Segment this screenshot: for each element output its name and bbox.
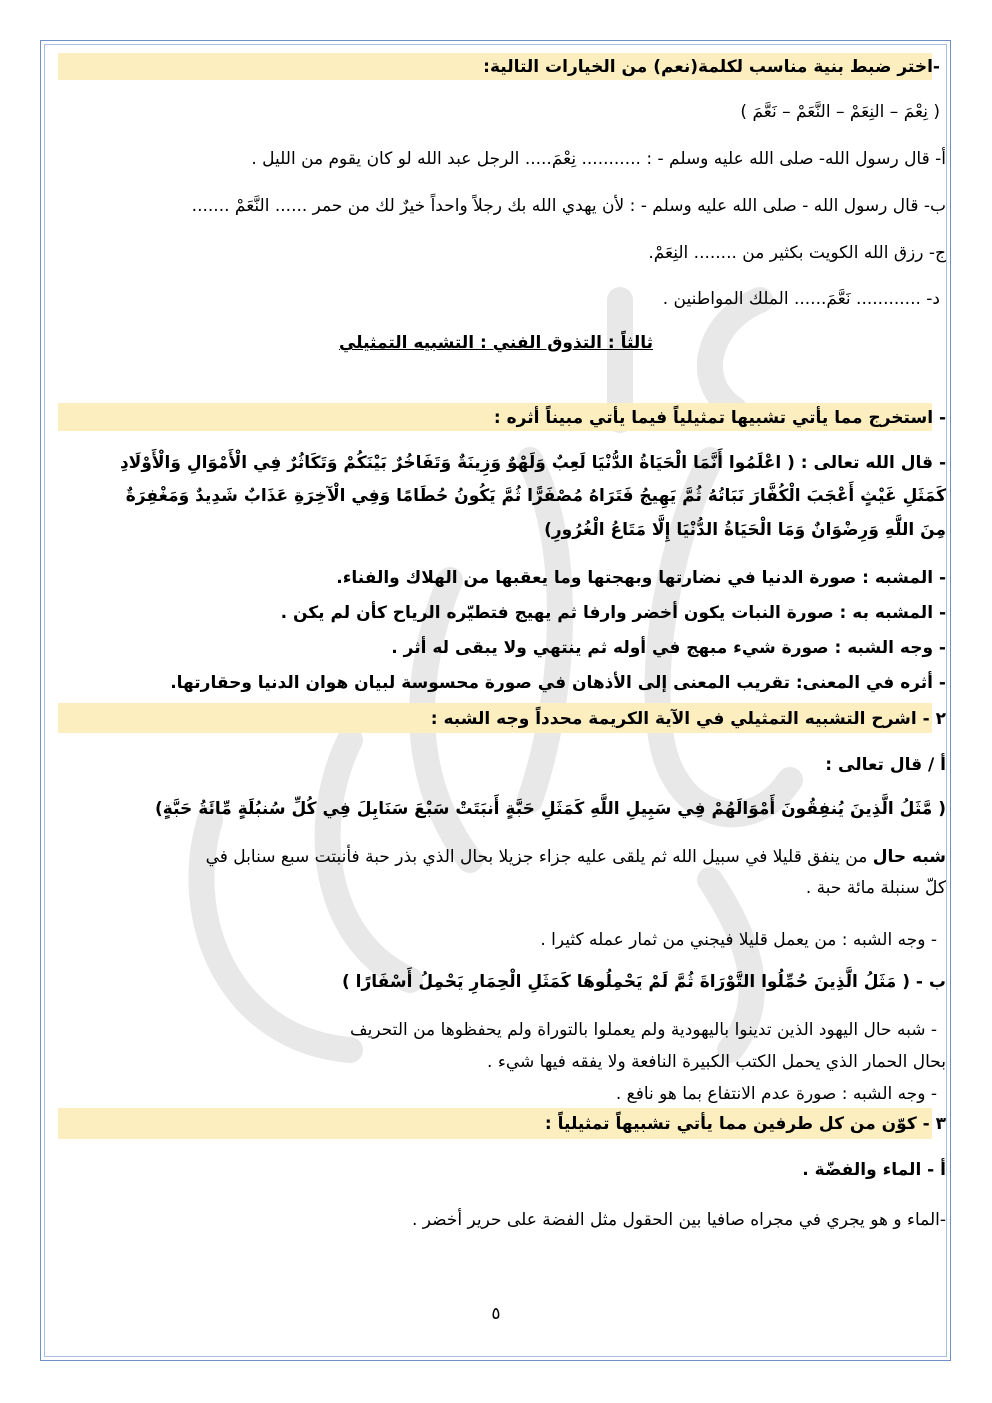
q2-bullet-mushabbah: - المشبه : صورة الدنيا في نضارتها وبهجتها وما يعقبها من الهلاك والفناء.: [336, 568, 946, 588]
q2-bullet-athar: - أثره في المعنى: تقريب المعنى إلى الأذهان في صورة محسوسة لبيان هوان الدنيا وحقارتها.: [170, 673, 946, 693]
q1-item-d: د- ............ نَعَّمَ...... الملك المواطنين .: [662, 289, 940, 309]
q3-b-explanation-line-2: بحال الحمار الذي يحمل الكتب الكبيرة النافعة ولا يفقه فيها شيء .: [487, 1052, 946, 1072]
page-number: ٥: [491, 1304, 501, 1324]
q3-b-verse: ب - ( مَثَلُ الَّذِينَ حُمِّلُوا التَّوْرَاةَ ثُمَّ لَمْ يَحْمِلُوهَا كَمَثَلِ الْحِمَارِ يَحْمِلُ أَسْفَارًا ): [341, 972, 946, 992]
q3-a-explanation-bold: شبه حال: [872, 847, 946, 867]
q2-verse-line-1: - قال الله تعالى : ( اعْلَمُوا أَنَّمَا الْحَيَاةُ الدُّنْيَا لَعِبٌ وَلَهْوٌ وَزِينَةٌ وَتَفَاخُرٌ بَيْنَكُمْ وَتَكَاثُرٌ فِي الْأَمْوَالِ وَالْأَوْلَادِ: [119, 453, 946, 473]
q2-verse-line-2: كَمَثَلِ غَيْثٍ أَعْجَبَ الْكُفَّارَ نَبَاتُهُ ثُمَّ يَهِيجُ فَتَرَاهُ مُصْفَرًّا ثُمَّ يَكُونُ حُطَامًا وَفِي الْآخِرَةِ عَذَابٌ شَدِيدٌ وَمَغْفِرَةٌ: [125, 486, 946, 506]
q3-a-label: أ / قال تعالى :: [825, 755, 946, 775]
q3-a-explanation-text: من ينفق قليلا في سبيل الله ثم يلقى عليه جزاء جزيلا بحال الذي بذر حبة فأنبتت سبع سنابل في: [205, 847, 873, 867]
q1-item-b: ب- قال رسول الله - صلى الله عليه وسلم - : لأن يهدي الله بك رجلاً واحداً خيرٌ لك من حمر ...... النَّعَمْ .......: [191, 196, 946, 216]
q3-a-wajh: - وجه الشبه : من يعمل قليلا فيجني من ثمار عمله كثيرا .: [540, 930, 937, 950]
q2-bullet-mushabbah-bih: - المشبه به : صورة النبات يكون أخضر وارفا ثم يهيج فتطيّره الرياح كأن لم يكن .: [280, 603, 946, 623]
q2-verse-line-3: مِنَ اللَّهِ وَرِضْوَانٌ وَمَا الْحَيَاةُ الدُّنْيَا إِلَّا مَتَاعُ الْغُرُورِ): [544, 520, 946, 540]
q3-b-explanation-line-1: - شبه حال اليهود الذين تدينوا باليهودية ولم يعملوا بالتوراة ولم يحفظوها من التحريف: [350, 1020, 937, 1040]
q3-heading: ٢ - اشرح التشبيه التمثيلي في الآية الكريمة محدداً وجه الشبه :: [430, 709, 946, 729]
q4-a-label: أ - الماء والفضّة .: [802, 1160, 946, 1180]
q3-a-explanation-line-2: كلّ سنبلة مائة حبة .: [805, 878, 946, 898]
q1-heading: -اختر ضبط بنية مناسب لكلمة(نعم) من الخيارات التالية:: [483, 57, 940, 77]
q4-a-answer: -الماء و هو يجري في مجراه صافيا بين الحقول مثل الفضة على حرير أخضر .: [411, 1210, 946, 1230]
q2-heading: - استخرج مما يأتي تشبيها تمثيلياً فيما يأتي مبيناً أثره :: [493, 408, 946, 428]
q1-item-c: ج- رزق الله الكويت بكثير من ........ النِعَمْ.: [648, 243, 946, 263]
q4-heading: ٣ - كوّن من كل طرفين مما يأتي تشبيهاً تمثيلياً :: [544, 1114, 946, 1134]
q3-b-wajh: - وجه الشبه : صورة عدم الانتفاع بما هو نافع .: [615, 1084, 937, 1104]
q1-options: ( نِعْمَ – النِعَمْ – النَّعَمْ – نَعَّمَ ): [740, 102, 940, 122]
q1-item-a: أ- قال رسول الله- صلى الله عليه وسلم - : ........... نِعْمَ..... الرجل عبد الله لو كان يقوم من الليل .: [251, 149, 946, 169]
q3-a-explanation-line-1: [206, 845, 946, 869]
q3-a-verse: ( مَّثَلُ الَّذِينَ يُنفِقُونَ أَمْوَالَهُمْ فِي سَبِيلِ اللَّهِ كَمَثَلِ حَبَّةٍ أَنبَتَتْ سَبْعَ سَنَابِلَ فِي كُلِّ سُنبُلَةٍ مِّائَةُ حَبَّةٍ): [155, 799, 946, 819]
section-title: ثالثاً : التذوق الفني : التشبيه التمثيلي: [338, 333, 654, 353]
q2-bullet-wajh: - وجه الشبه : صورة شيء مبهج في أوله ثم ينتهي ولا يبقى له أثر .: [391, 638, 946, 658]
